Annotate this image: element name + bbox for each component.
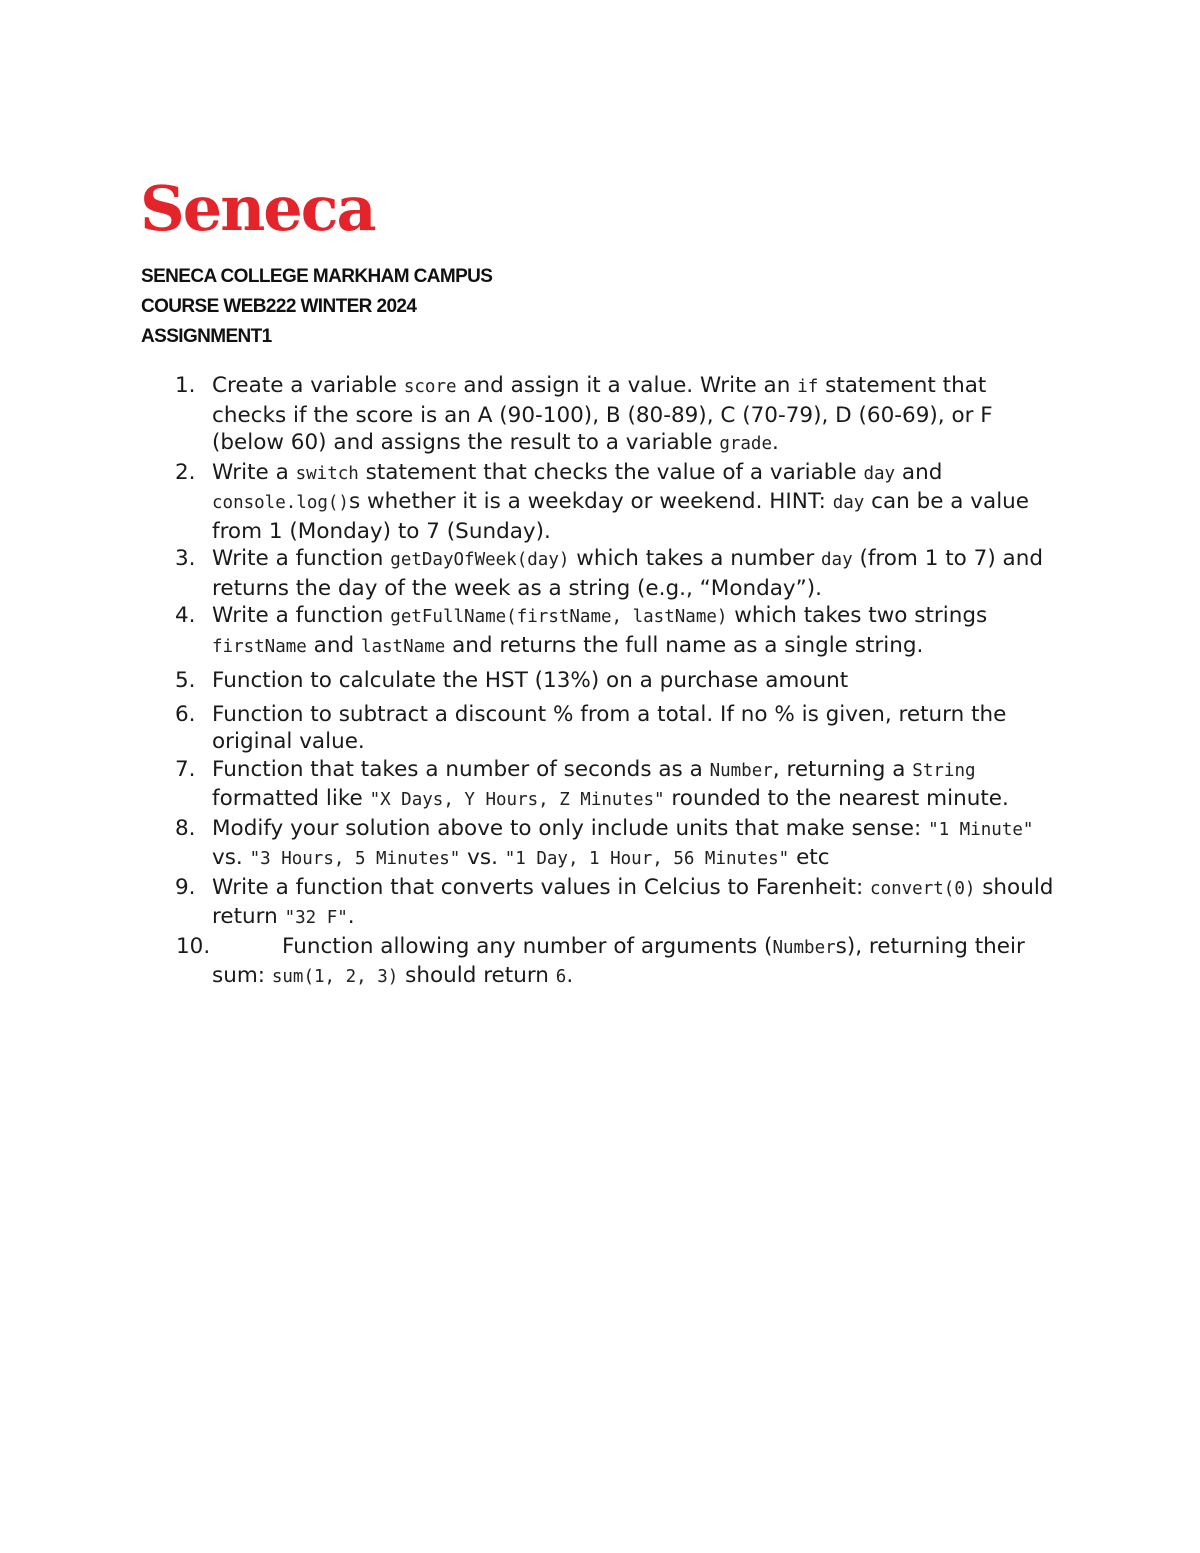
inline-code: day (821, 550, 853, 570)
inline-code: "3 Hours, 5 Minutes" (249, 849, 461, 869)
task-text: , returning a (772, 756, 913, 782)
task-item-3 (175, 545, 1058, 602)
header-college: SENECA COLLEGE MARKHAM CAMPUS (141, 266, 493, 287)
header-assignment: ASSIGNMENT1 (141, 326, 272, 347)
task-text: rounded to the nearest minute. (664, 786, 1009, 811)
task-number: 1. (175, 373, 196, 398)
task-text: s whether it is a weekday or weekend. HINT: (348, 489, 833, 514)
inline-code: "32 F" (284, 908, 348, 928)
task-number: 5. (175, 668, 196, 693)
task-item-4 (175, 602, 1058, 661)
task-text: . (347, 904, 355, 929)
task-text: statement that checks the value of a variable (358, 459, 864, 485)
inline-code: grade (719, 434, 772, 454)
task-text: Write a function that converts values in Celcius to Farenheit: (212, 874, 871, 900)
document-header (141, 262, 492, 352)
inline-code: getDayOfWeek(day) (390, 550, 570, 570)
inline-code: Number (772, 937, 836, 958)
task-text: which takes a number (569, 546, 822, 571)
inline-code: convert(0) (870, 878, 976, 899)
task-text: vs. (460, 845, 505, 870)
task-number: 6. (175, 701, 196, 727)
task-text: and returns the full name as a single string. (445, 632, 924, 658)
inline-code: "X Days, Y Hours, Z Minutes" (369, 790, 665, 810)
task-text: Write a function (212, 603, 391, 628)
inline-code: if (797, 377, 819, 397)
task-text: etc (789, 845, 830, 870)
task-item-6 (175, 701, 1058, 756)
inline-code: sum(1, 2, 3) (271, 967, 399, 987)
task-number: 4. (175, 603, 196, 628)
task-number: 2. (175, 459, 196, 485)
task-item-7 (175, 756, 1058, 815)
task-text: vs. (212, 845, 250, 870)
task-text: formatted like (212, 786, 370, 811)
task-text: Function to calculate the HST (13%) on a purchase amount (212, 668, 849, 693)
task-item-9 (175, 874, 1058, 933)
task-text: s), returning their sum: (212, 933, 1025, 988)
task-item-1 (175, 372, 1058, 459)
inline-code: "1 Day, 1 Hour, 56 Minutes" (504, 849, 790, 869)
task-text: statement that checks if the score is an A (90-100), B (80-89), C (70-79), D (60-69), or F (below 60) and assigns the result to a variable (212, 373, 993, 455)
task-item-5 (175, 667, 1058, 695)
task-text: Function allowing any number of arguments ( (282, 933, 773, 959)
task-text: should return (398, 963, 556, 988)
inline-code: day (863, 463, 896, 484)
task-number: 8. (175, 815, 196, 841)
task-list (175, 372, 1058, 992)
inline-code: console.log() (212, 493, 349, 513)
inline-code: firstName (212, 636, 307, 657)
task-number: 9. (175, 874, 196, 900)
inline-code: getFullName(firstName, lastName) (390, 607, 728, 627)
inline-code: Number (709, 760, 773, 781)
seneca-logo: Seneca (140, 172, 375, 245)
task-item-10 (176, 933, 1058, 992)
inline-code: String (912, 760, 976, 781)
header-course: COURSE WEB222 WINTER 2024 (141, 296, 417, 317)
inline-code: "1 Minute" (928, 819, 1034, 840)
task-number: 3. (175, 546, 196, 571)
task-text: Function to subtract a discount % from a total. If no % is given, return the original value. (212, 701, 1007, 754)
task-item-2 (175, 459, 1058, 546)
task-text: Create a variable (212, 373, 404, 398)
task-text: and assign it a value. Write an (456, 373, 798, 398)
task-text: . (566, 963, 574, 988)
task-text: which takes two strings (727, 603, 988, 628)
inline-code: score (403, 377, 457, 397)
inline-code: day (832, 493, 865, 513)
inline-code: 6 (555, 967, 567, 987)
task-text: and (306, 632, 361, 658)
task-text: Modify your solution above to only include units that make sense: (212, 815, 929, 841)
task-text: should return (212, 874, 1054, 929)
task-text: (from 1 to 7) and returns the day of the week as a string (e.g., “Monday”). (212, 546, 1043, 601)
task-text: . (772, 430, 779, 455)
task-text: Write a function (212, 546, 391, 571)
task-text: and (895, 459, 943, 485)
task-number: 10. (176, 933, 211, 959)
task-item-8 (175, 815, 1058, 874)
task-text: Write a (212, 459, 296, 485)
inline-code: lastName (360, 636, 446, 657)
inline-code: switch (295, 463, 359, 484)
task-number: 7. (175, 756, 196, 782)
task-text: can be a value from 1 (Monday) to 7 (Sunday). (212, 489, 1030, 544)
task-text: Function that takes a number of seconds as a (212, 756, 710, 782)
